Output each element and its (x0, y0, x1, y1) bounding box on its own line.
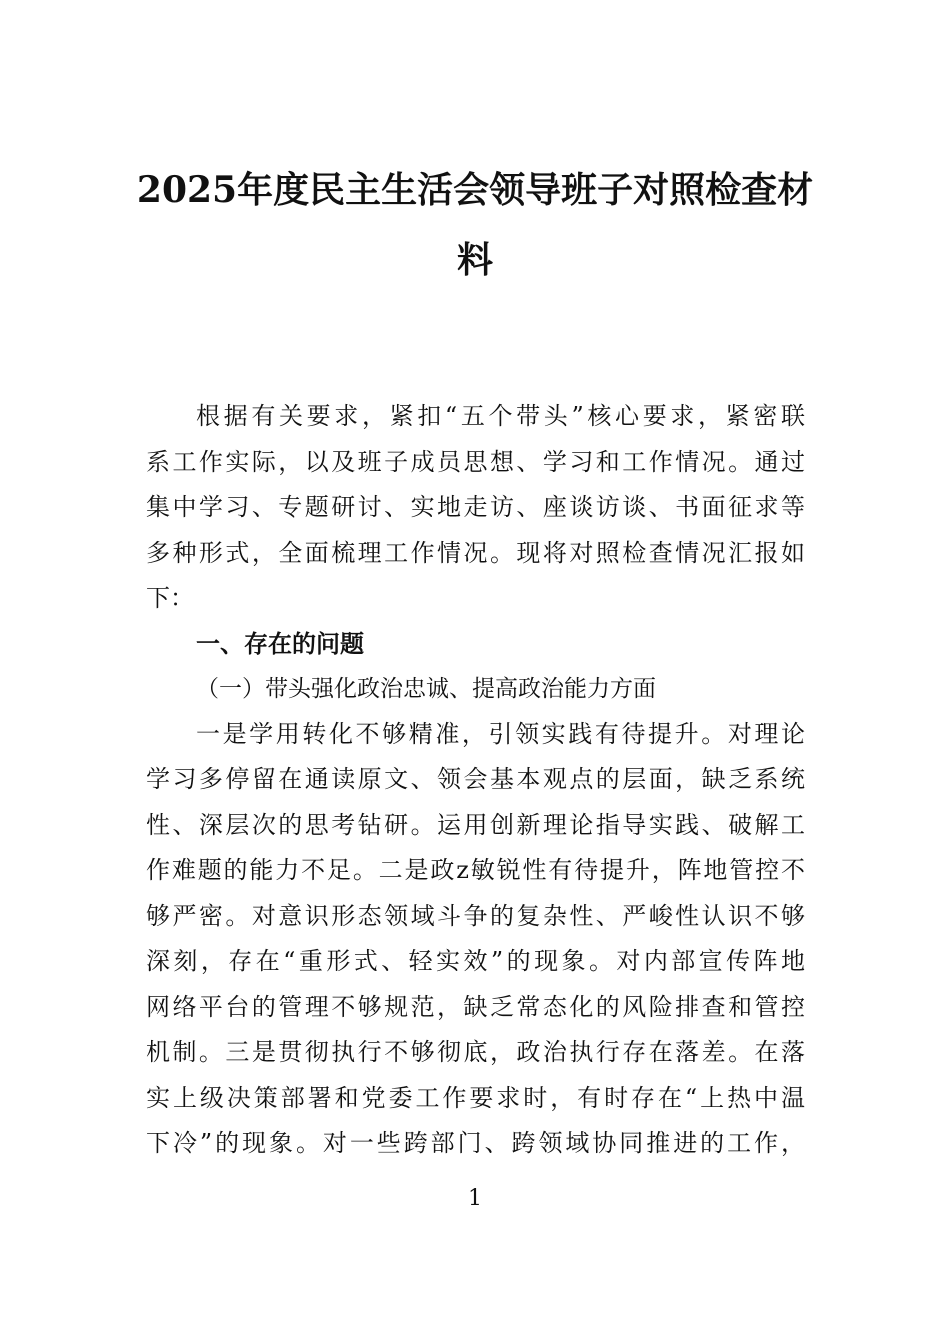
text-line: 集中学习、专题研讨、实地走访、座谈访谈、书面征求等 (146, 493, 805, 521)
text-line: 下： (146, 584, 194, 612)
document-body (146, 394, 805, 1167)
text-line: 根据有关要求，紧扣“五个带头”核心要求，紧密联 (196, 402, 805, 430)
text-line: 网络平台的管理不够规范，缺乏常态化的风险排查和管控 (146, 992, 805, 1021)
text-line: 一是学用转化不够精准，引领实践有待提升。对理论 (196, 719, 805, 748)
body-paragraph (146, 712, 805, 1167)
text-line: 系工作实际，以及班子成员思想、学习和工作情况。通过 (146, 447, 805, 476)
text-line: 机制。三是贯彻执行不够彻底，政治执行存在落差。在落 (146, 1038, 805, 1066)
text-line: 实上级决策部署和党委工作要求时，有时存在“上热中温 (146, 1083, 805, 1112)
intro-paragraph (146, 394, 805, 622)
page-number: 1 (468, 1186, 482, 1211)
text-line: 多种形式，全面梳理工作情况。现将对照检查情况汇报如 (146, 538, 805, 567)
document-title-line-1: 2025年度民主生活会领导班子对照检查材 (136, 169, 814, 211)
text-line: 深刻，存在“重形式、轻实效”的现象。对内部宣传阵地 (146, 947, 805, 975)
document-title-line-2: 料 (456, 239, 493, 281)
text-line: 作难题的能力不足。二是政z敏锐性有待提升，阵地管控不 (146, 856, 805, 884)
text-line: 学习多停留在通读原文、领会基本观点的层面，缺乏系统 (146, 765, 805, 793)
subsection-heading: （一）带头强化政治忠诚、提高政治能力方面 (196, 675, 656, 702)
text-line: 下冷”的现象。对一些跨部门、跨领域协同推进的工作， (146, 1129, 805, 1157)
text-line: 性、深层次的思考钻研。运用创新理论指导实践、破解工 (146, 810, 805, 839)
text-line: 够严密。对意识形态领域斗争的复杂性、严峻性认识不够 (146, 901, 805, 930)
section-heading: 一、存在的问题 (196, 629, 364, 658)
